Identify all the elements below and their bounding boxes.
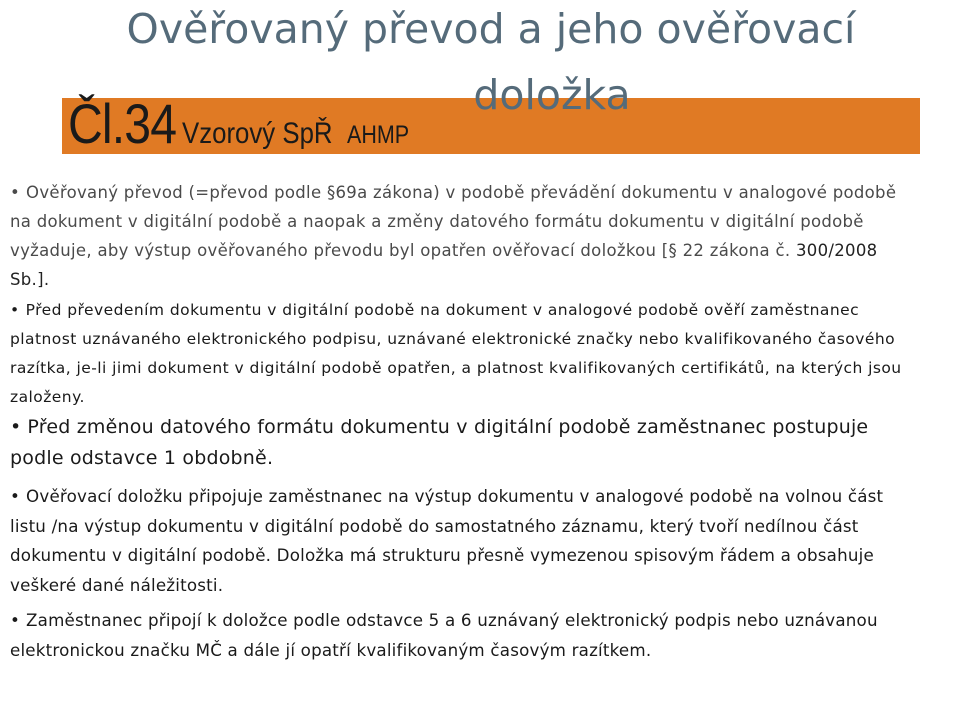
- paragraph-1-law-reference: 300/2008 Sb.].: [10, 241, 878, 289]
- paragraph-2-text: Před převedením dokumentu v digitální podobě na dokument v analogové podobě ověří zaměstnanec platnost uznávaného elektronického podpisu, uznávané elektronické značky nebo kvalifikovaného časového razítka, je-li jimi dokument v digitální podobě opatřen, a platnost kvalifikovaných certifikátů, na kterých jsou založeny.: [10, 301, 902, 406]
- slide-subtitle: [68, 92, 420, 155]
- subtitle-article-number: Čl.34: [68, 92, 177, 155]
- paragraph-4-text: Ověřovací doložku připojuje zaměstnanec na výstup dokumentu v analogové podobě na volnou část listu /na výstup dokumentu v digitální podobě do samostatného záznamu, který tvoří nedílnou část dokumentu v digitální podobě. Doložka má strukturu přesně vymezenou spisovým řádem a obsahuje veškeré dané náležitosti.: [10, 486, 884, 595]
- slide-title-line-1: Ověřovaný převod a jeho ověřovací: [126, 5, 856, 53]
- slide-title-line-2-text: doložka: [473, 71, 631, 119]
- body-paragraph-4: [10, 482, 910, 600]
- body-paragraph-1: [10, 178, 910, 294]
- bullet-marker: •: [10, 486, 21, 506]
- subtitle-organization: AHMP: [347, 121, 410, 149]
- body-paragraph-5: [10, 606, 910, 665]
- bullet-marker: •: [10, 183, 21, 202]
- subtitle-document-name: Vzorový SpŘ: [181, 117, 333, 150]
- bullet-marker: •: [10, 416, 22, 438]
- paragraph-1-text: Ověřovaný převod (=převod podle §69a zákona) v podobě převádění dokumentu v analogové podobě na dokument v digitální podobě a naopak a změny datového formátu dokumentu v digitální podobě vyžaduje, aby výstup ověřovaného převodu byl opatřen ověřovací doložkou [§ 22 zákona č.: [10, 183, 897, 260]
- body-paragraph-3: [10, 412, 910, 474]
- paragraph-3-text: Před změnou datového formátu dokumentu v digitální podobě zaměstnanec postupuje podle odstavce 1 obdobně.: [10, 416, 869, 469]
- bullet-marker: •: [10, 301, 20, 319]
- bullet-marker: •: [10, 610, 21, 630]
- paragraph-5-text: Zaměstnanec připojí k doložce podle odstavce 5 a 6 uznávaný elektronický podpis nebo uznávanou elektronickou značku MČ a dále jí opatří kvalifikovaným časovým razítkem.: [10, 610, 878, 660]
- slide-body: [10, 178, 910, 665]
- body-paragraph-2: [10, 296, 910, 412]
